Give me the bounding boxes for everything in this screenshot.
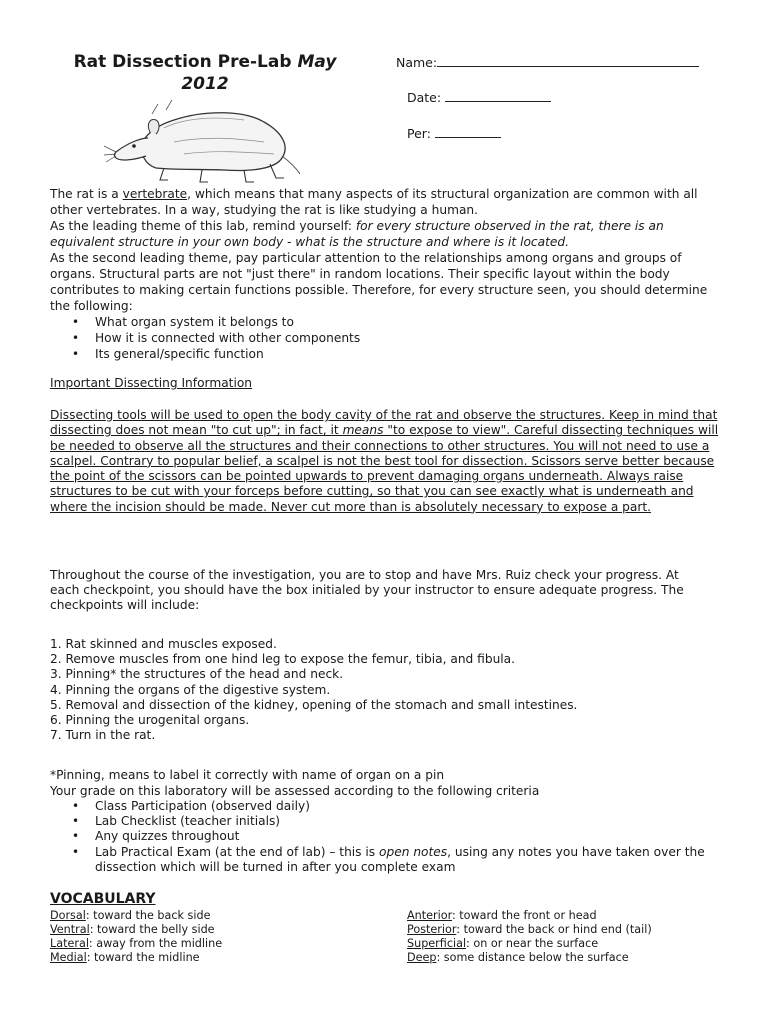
- period-line[interactable]: [435, 125, 501, 138]
- intro-section: [50, 186, 725, 362]
- list-item: • How it is connected with other components: [50, 330, 725, 346]
- list-item: • Class Participation (observed daily): [50, 799, 725, 814]
- name-line[interactable]: [437, 54, 699, 67]
- intro-paragraph-3: As the second leading theme, pay particular attention to the relationships among organs and groups of organs. Structural parts are not "just there" in random locations. Their specific layout within the body contributes to making certain functions possible. Therefore, for every structure seen, you should determine the following:: [50, 251, 708, 313]
- grading-section: [50, 767, 725, 875]
- vocab-entry: Anterior: toward the front or head: [407, 909, 597, 922]
- intro-paragraph-1: The rat is a vertebrate, which means that many aspects of its structural organization are common with all other vertebrates. In a way, studying the rat is like studying a human.: [50, 187, 698, 217]
- dissecting-heading: Important Dissecting Information: [50, 376, 253, 390]
- list-item: 2. Remove muscles from one hind leg to expose the femur, tibia, and fibula.: [50, 652, 516, 667]
- list-item: 6. Pinning the urogenital organs.: [50, 713, 250, 728]
- vocab-entry: Dorsal: toward the back side: [50, 909, 211, 922]
- date-line[interactable]: [445, 89, 551, 102]
- list-item: 7. Turn in the rat.: [50, 728, 156, 743]
- vocabulary-right-column: [407, 909, 652, 965]
- list-item: • What organ system it belongs to: [50, 314, 725, 330]
- checkpoints-intro: Throughout the course of the investigation, you are to stop and have Mrs. Ruiz check your progress. At each checkpoint, you should have the box initialed by your instructor to ensure adequate progress. The checkpoints will include:: [50, 568, 684, 613]
- list-item: 5. Removal and dissection of the kidney, opening of the stomach and small intestines.: [50, 697, 578, 712]
- dissecting-paragraph: Dissecting tools will be used to open the body cavity of the rat and observe the structures. Keep in mind that dissecting does not mean "to cut up"; in fact, it means "to expose to view". Careful dissecting techniques will be needed to observe all the structures and their connections to other structures. You will not need to use a scalpel. Contrary to popular belief, a scalpel is not the best tool for dissection. Scissors serve better because the point of the scissors can be pointed upwards to prevent damaging organs underneath. Always raise structures to be cut with your forceps before cutting, so that you can see exactly what is underneath and where the incision should be made. Never cut more than is absolutely necessary to expose a part.: [50, 408, 719, 514]
- vocab-entry: Lateral: away from the midline: [50, 937, 223, 950]
- vocab-entry: Superficial: on or near the surface: [407, 937, 599, 950]
- list-item: 1. Rat skinned and muscles exposed.: [50, 637, 277, 651]
- period-field[interactable]: Per:: [407, 125, 501, 141]
- vocab-entry: Deep: some distance below the surface: [407, 951, 629, 964]
- list-item: 4. Pinning the organs of the digestive system.: [50, 682, 331, 697]
- vocab-entry: Posterior: toward the back or hind end (tail): [407, 923, 652, 936]
- list-item: • Any quizzes throughout: [50, 829, 725, 844]
- list-item: • Lab Checklist (teacher initials): [50, 814, 725, 829]
- vocab-entry: Medial: toward the midline: [50, 951, 200, 964]
- structure-questions-list: [50, 314, 725, 362]
- grading-criteria-list: [50, 799, 725, 875]
- date-field[interactable]: Date:: [407, 89, 551, 105]
- grading-intro: Your grade on this laboratory will be assessed according to the following criteria: [50, 784, 540, 798]
- list-item: • Lab Practical Exam (at the end of lab) – this is open notes, using any notes you have taken over the dissection which will be turned in after you complete exam: [50, 845, 725, 875]
- intro-paragraph-2: As the leading theme of this lab, remind yourself: for every structure observed in the rat, there is an equivalent structure in your own body - what is the structure and where is it located.: [50, 219, 664, 249]
- vertebrate-term: vertebrate: [122, 187, 188, 201]
- rat-illustration: [104, 98, 300, 184]
- vocab-entry: Ventral: toward the belly side: [50, 923, 215, 936]
- pinning-footnote: *Pinning, means to label it correctly with name of organ on a pin: [50, 768, 445, 782]
- vocabulary-heading: VOCABULARY: [50, 891, 156, 907]
- page-title: Rat Dissection Pre-Lab May 2012: [73, 52, 337, 94]
- name-field[interactable]: Name:: [396, 54, 699, 70]
- list-item: • Its general/specific function: [50, 346, 725, 362]
- vocabulary-left-column: [50, 909, 222, 965]
- list-item: 3. Pinning* the structures of the head and neck.: [50, 667, 344, 682]
- checkpoints-list: [50, 637, 725, 743]
